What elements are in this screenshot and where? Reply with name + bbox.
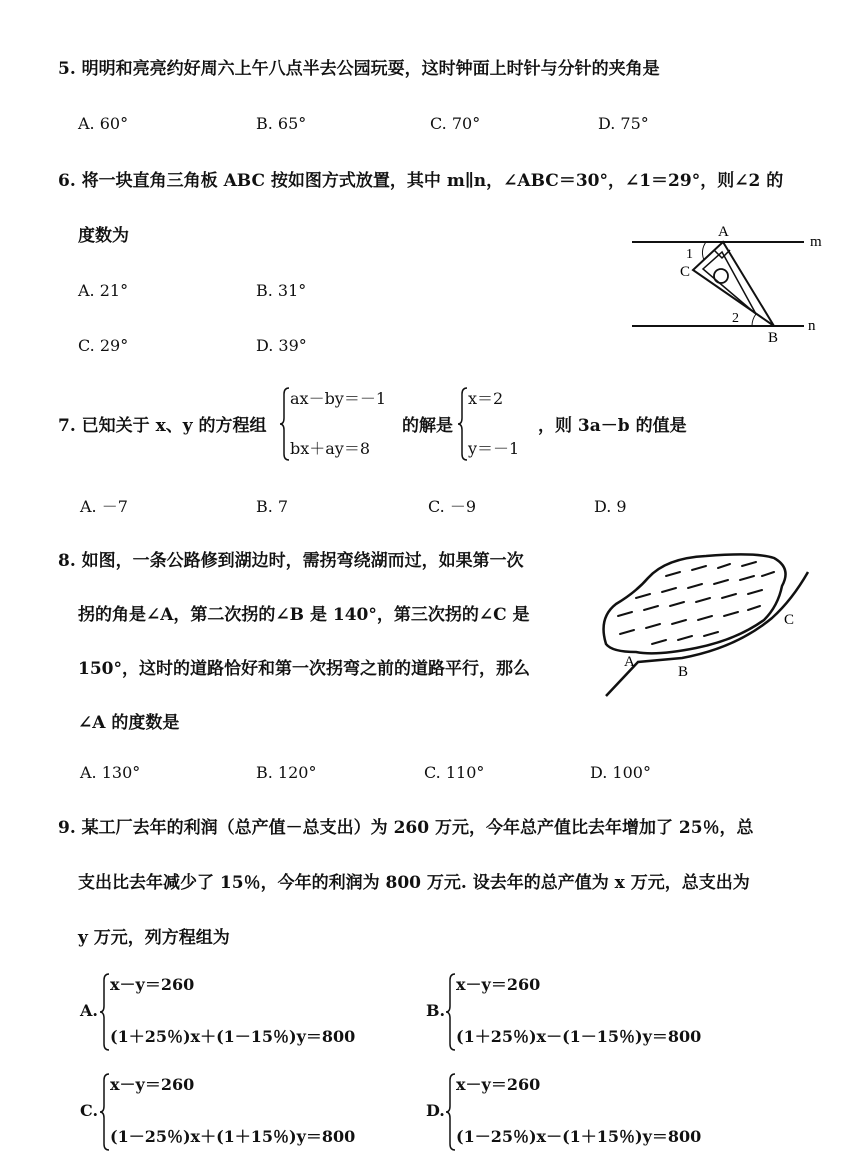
q6-option-a: A. 21° [78, 281, 129, 300]
brace-icon [446, 972, 456, 1052]
q9-line2: 支出比去年减少了 15％，今年的利润为 800 万元. 设去年的总产值为 x 万元，总支出为 [78, 873, 750, 893]
brace-icon [100, 1072, 110, 1152]
q5-stem: 5. 明明和亮亮约好周六上午八点半去公园玩耍，这时钟面上时针与分针的夹角是 [58, 59, 660, 79]
q8-option-a: A. 130° [80, 763, 141, 782]
brace-icon [446, 1072, 456, 1152]
brace-icon [280, 386, 290, 462]
q8-option-b: B. 120° [256, 763, 317, 782]
q9-option-a-eq2: (1＋25％)x＋(1－15％)y＝800 [110, 1027, 356, 1046]
q9-line3: y 万元，列方程组为 [78, 928, 230, 948]
q6-stem-line1: 6. 将一块直角三角板 ABC 按如图方式放置，其中 m∥n，∠ABC＝30°，∠1＝29°，则∠2 的 [58, 171, 784, 191]
label-c: C [784, 612, 795, 628]
q8-line1: 8. 如图，一条公路修到湖边时，需拐弯绕湖而过，如果第一次 [58, 551, 524, 571]
brace-icon [100, 972, 110, 1052]
q6-option-b: B. 31° [256, 281, 307, 300]
q5-option-c: C. 70° [430, 114, 481, 133]
q8-line4: ∠A 的度数是 [78, 713, 180, 733]
q9-option-b-system [446, 972, 746, 1052]
q5-option-d: D. 75° [598, 114, 649, 133]
q9-option-c-system [100, 1072, 400, 1152]
q9-line1: 9. 某工厂去年的利润（总产值－总支出）为 260 万元，今年总产值比去年增加了 25％，总 [58, 818, 754, 838]
q6-stem-line2: 度数为 [78, 226, 129, 246]
label-n: n [808, 318, 816, 334]
q8-line2: 拐的角是∠A，第二次拐的∠B 是 140°，第三次拐的∠C 是 [78, 605, 530, 625]
q9-option-c-eq1: x－y＝260 [110, 1075, 195, 1094]
brace-icon [458, 386, 468, 462]
q7-option-c: C. －9 [428, 497, 477, 516]
label-m: m [810, 234, 822, 250]
q9-option-d-letter: D. [426, 1101, 445, 1120]
q7-sol2: y＝－1 [468, 439, 520, 458]
q9-option-c-letter: C. [80, 1101, 99, 1120]
q8-option-d: D. 100° [590, 763, 651, 782]
q7-sol1: x＝2 [468, 389, 504, 408]
label-a: A [718, 224, 729, 240]
q9-option-c-eq2: (1－25％)x＋(1＋15％)y＝800 [110, 1127, 356, 1146]
q9-option-a-eq1: x－y＝260 [110, 975, 195, 994]
q8-lake-figure [596, 548, 816, 698]
label-c: C [680, 264, 691, 280]
q7-suffix: ，则 3a－b 的值是 [538, 416, 687, 436]
q7-option-b: B. 7 [256, 497, 289, 516]
q7-system [280, 386, 400, 462]
q9-option-b-letter: B. [426, 1001, 446, 1020]
q7-mid: 的解是 [402, 416, 453, 436]
q9-option-d-eq2: (1－25％)x－(1＋15％)y＝800 [456, 1127, 702, 1146]
q9-option-a-letter: A. [80, 1001, 98, 1020]
q9-option-d-system [446, 1072, 746, 1152]
label-b: B [768, 330, 779, 346]
q8-option-c: C. 110° [424, 763, 485, 782]
q6-option-c: C. 29° [78, 336, 129, 355]
q9-option-d-eq1: x－y＝260 [456, 1075, 541, 1094]
q9-option-a-system [100, 972, 400, 1052]
triangle-hole [714, 269, 728, 283]
q9-option-b-eq2: (1＋25％)x－(1－15％)y＝800 [456, 1027, 702, 1046]
q9-option-b-eq1: x－y＝260 [456, 975, 541, 994]
q5-option-b: B. 65° [256, 114, 307, 133]
label-b: B [678, 664, 689, 680]
label-angle1: 1 [686, 247, 693, 262]
q6-option-d: D. 39° [256, 336, 307, 355]
q8-line3: 150°，这时的道路恰好和第一次拐弯之前的道路平行，那么 [78, 659, 530, 679]
q6-figure [628, 218, 828, 348]
q7-eq2: bx＋ay＝8 [290, 439, 371, 458]
q7-prefix: 7. 已知关于 x、y 的方程组 [58, 416, 267, 436]
q7-option-d: D. 9 [594, 497, 627, 516]
angle2-arc [752, 314, 756, 326]
q7-solution [458, 386, 538, 462]
q7-option-a: A. －7 [80, 497, 128, 516]
label-angle2: 2 [732, 311, 739, 326]
label-a: A [624, 654, 635, 670]
q5-option-a: A. 60° [78, 114, 129, 133]
q7-eq1: ax－by＝－1 [290, 389, 387, 408]
